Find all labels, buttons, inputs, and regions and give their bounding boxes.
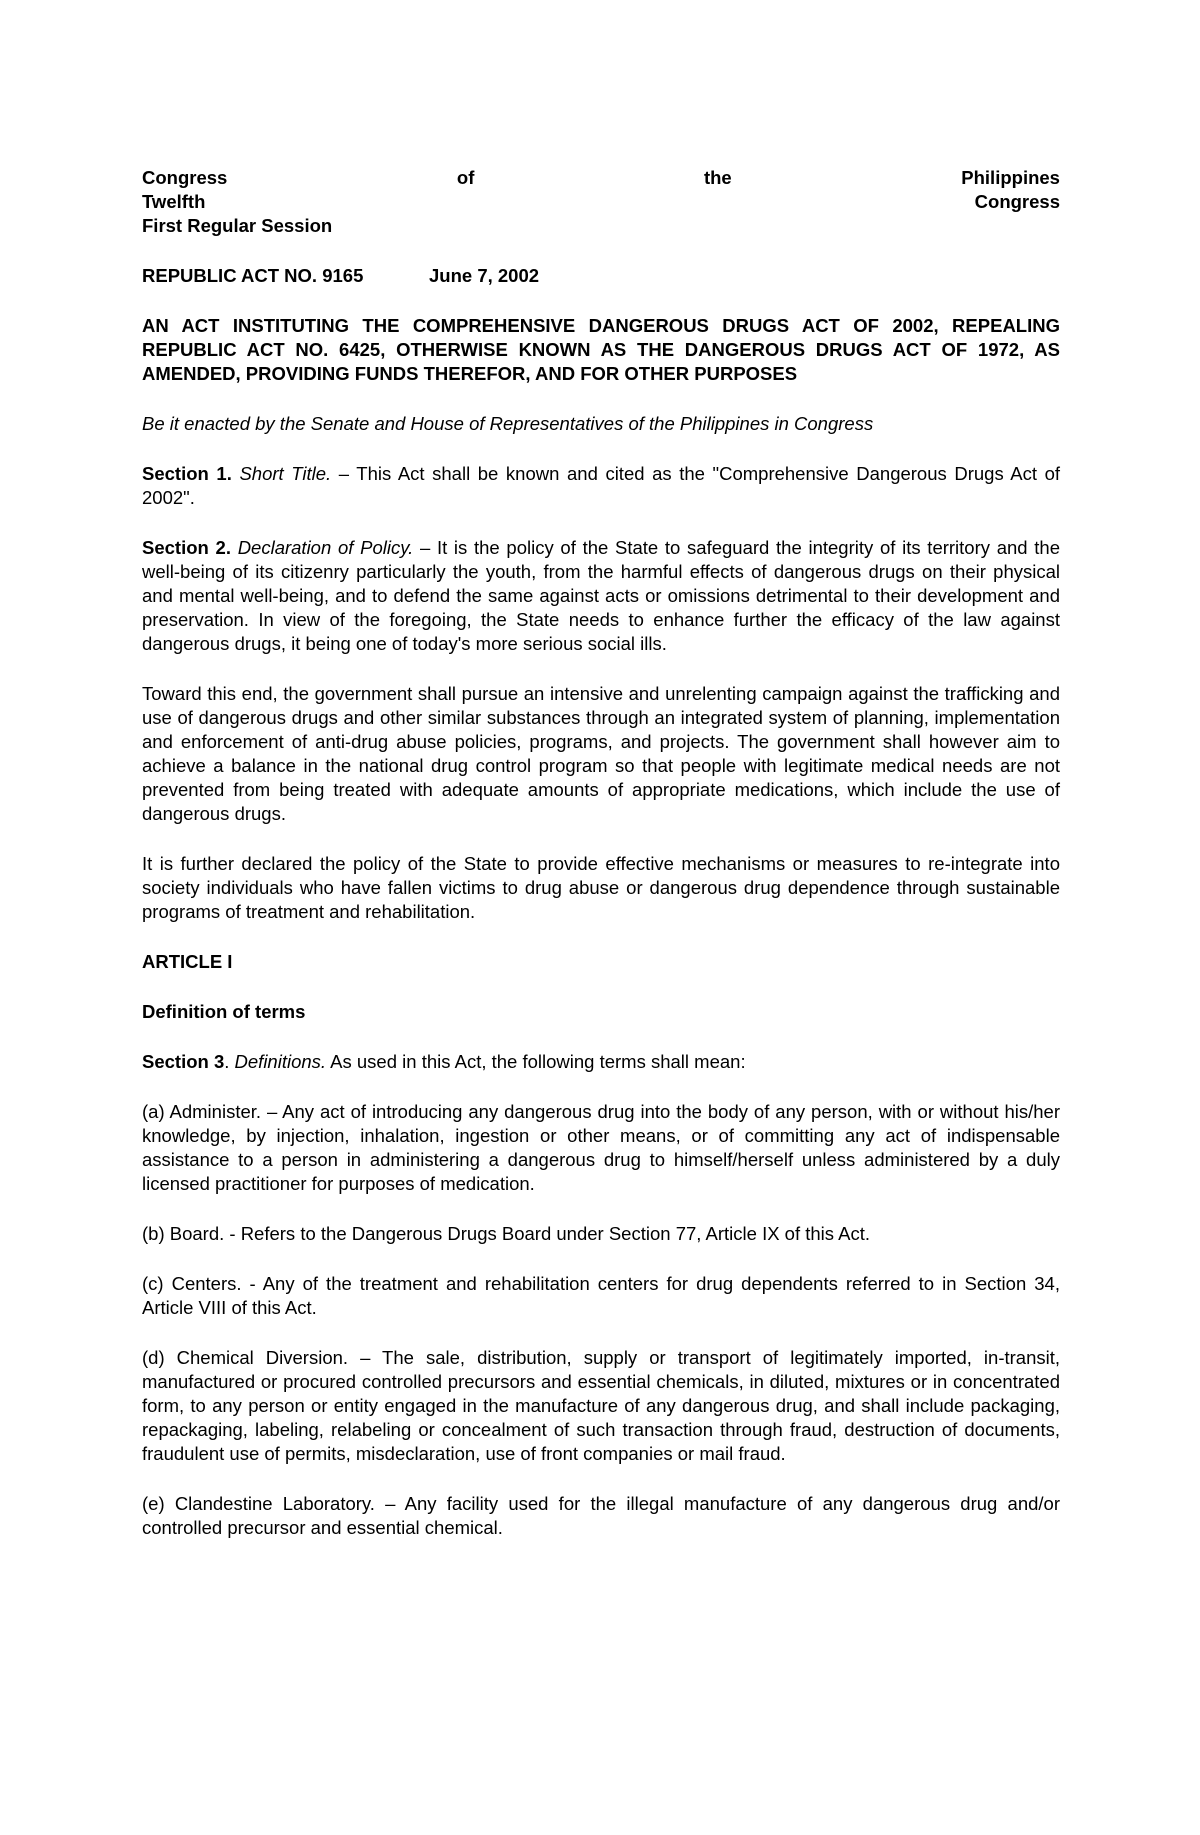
act-number-line — [142, 264, 1060, 288]
section-3-label: Section 3 — [142, 1051, 225, 1072]
act-number: REPUBLIC ACT NO. 9165 — [142, 265, 364, 286]
section-3-text: As used in this Act, the following terms shall mean: — [326, 1051, 746, 1072]
definition-d: (d) Chemical Diversion. – The sale, distribution, supply or transport of legitimately imported, in-transit, manufactured or procured controlled precursors and essential chemicals, in diluted, mixtures or in concentrated form, to any person or entity engaged in the manufacture of any dangerous drug, and shall include packaging, repackaging, labeling, relabeling or concealment of such transaction through fraud, destruction of documents, fraudulent use of permits, misdeclaration, use of front companies or mail fraud. — [142, 1347, 1060, 1464]
header-row-2 — [142, 190, 1060, 214]
header-row-3 — [142, 214, 1060, 238]
section-2-heading: Declaration of Policy. — [237, 537, 414, 558]
section-3 — [142, 1050, 1060, 1074]
section-2-text: – It is the policy of the State to safeguard the integrity of its territory and the well-being of its citizenry particularly the youth, from the harmful effects of dangerous drugs on their physical and mental well-being, and to defend the same against acts or omissions detrimental to their development and preservation. In view of the foregoing, the State needs to enhance further the efficacy of the law against dangerous drugs, it being one of today's more serious social ills. — [142, 537, 1061, 654]
header-word-congress: Congress — [142, 167, 228, 188]
document-page — [142, 166, 1060, 1540]
header-congress: Congress — [974, 191, 1060, 212]
section-2 — [142, 536, 1060, 656]
section-3-separator: . — [224, 1051, 235, 1072]
header-word-the: the — [703, 167, 732, 188]
article-title: Definition of terms — [142, 1001, 306, 1022]
act-title: AN ACT INSTITUTING THE COMPREHENSIVE DANGEROUS DRUGS ACT OF 2002, REPEALING REPUBLIC ACT NO. 6425, OTHERWISE KNOWN AS THE DANGEROUS DRUGS ACT OF 1972, AS AMENDED, PROVIDING FUNDS THEREFOR, AND FOR OTHER PURPOSES — [142, 315, 1060, 384]
article-heading: ARTICLE I — [142, 951, 233, 972]
header-row-1 — [142, 166, 1060, 190]
header-word-of: of — [456, 167, 475, 188]
enacting-clause: Be it enacted by the Senate and House of Representatives of the Philippines in Congress — [142, 413, 874, 434]
section-1-heading: Short Title. — [239, 463, 332, 484]
section-2-label: Section 2. — [142, 537, 231, 558]
section-1 — [142, 462, 1060, 510]
definition-e: (e) Clandestine Laboratory. – Any facility used for the illegal manufacture of any dangerous drug and/or controlled precursor and essential chemical. — [142, 1493, 1060, 1538]
act-date: June 7, 2002 — [429, 265, 540, 286]
definition-b: (b) Board. - Refers to the Dangerous Drugs Board under Section 77, Article IX of this Act. — [142, 1223, 871, 1244]
definition-a: (a) Administer. – Any act of introducing any dangerous drug into the body of any person, with or without his/her knowledge, by injection, inhalation, ingestion or other means, or of committing any act of indispensable assistance to a person in administering a dangerous drug to himself/herself unless administered by a duly licensed practitioner for purposes of medication. — [142, 1101, 1060, 1194]
section-1-text: – This Act shall be known and cited as the "Comprehensive Dangerous Drugs Act of 2002". — [142, 463, 1060, 508]
header-twelfth: Twelfth — [142, 191, 206, 212]
section-2-paragraph-2: Toward this end, the government shall pursue an intensive and unrelenting campaign against the trafficking and use of dangerous drugs and other similar substances through an integrated system of planning, implementation and enforcement of anti-drug abuse policies, programs, and projects. The government shall however aim to achieve a balance in the national drug control program so that people with legitimate medical needs are not prevented from being treated with adequate amounts of appropriate medications, which include the use of dangerous drugs. — [142, 683, 1060, 824]
section-3-heading: Definitions. — [234, 1051, 327, 1072]
definition-c: (c) Centers. - Any of the treatment and rehabilitation centers for drug dependents referred to in Section 34, Article VIII of this Act. — [142, 1273, 1060, 1318]
header-session: First Regular Session — [142, 215, 333, 236]
section-2-paragraph-3: It is further declared the policy of the State to provide effective mechanisms or measures to re-integrate into society individuals who have fallen victims to drug abuse or dangerous drug dependence through sustainable programs of treatment and rehabilitation. — [142, 853, 1060, 922]
header-word-philippines: Philippines — [961, 167, 1060, 188]
section-1-label: Section 1. — [142, 463, 232, 484]
